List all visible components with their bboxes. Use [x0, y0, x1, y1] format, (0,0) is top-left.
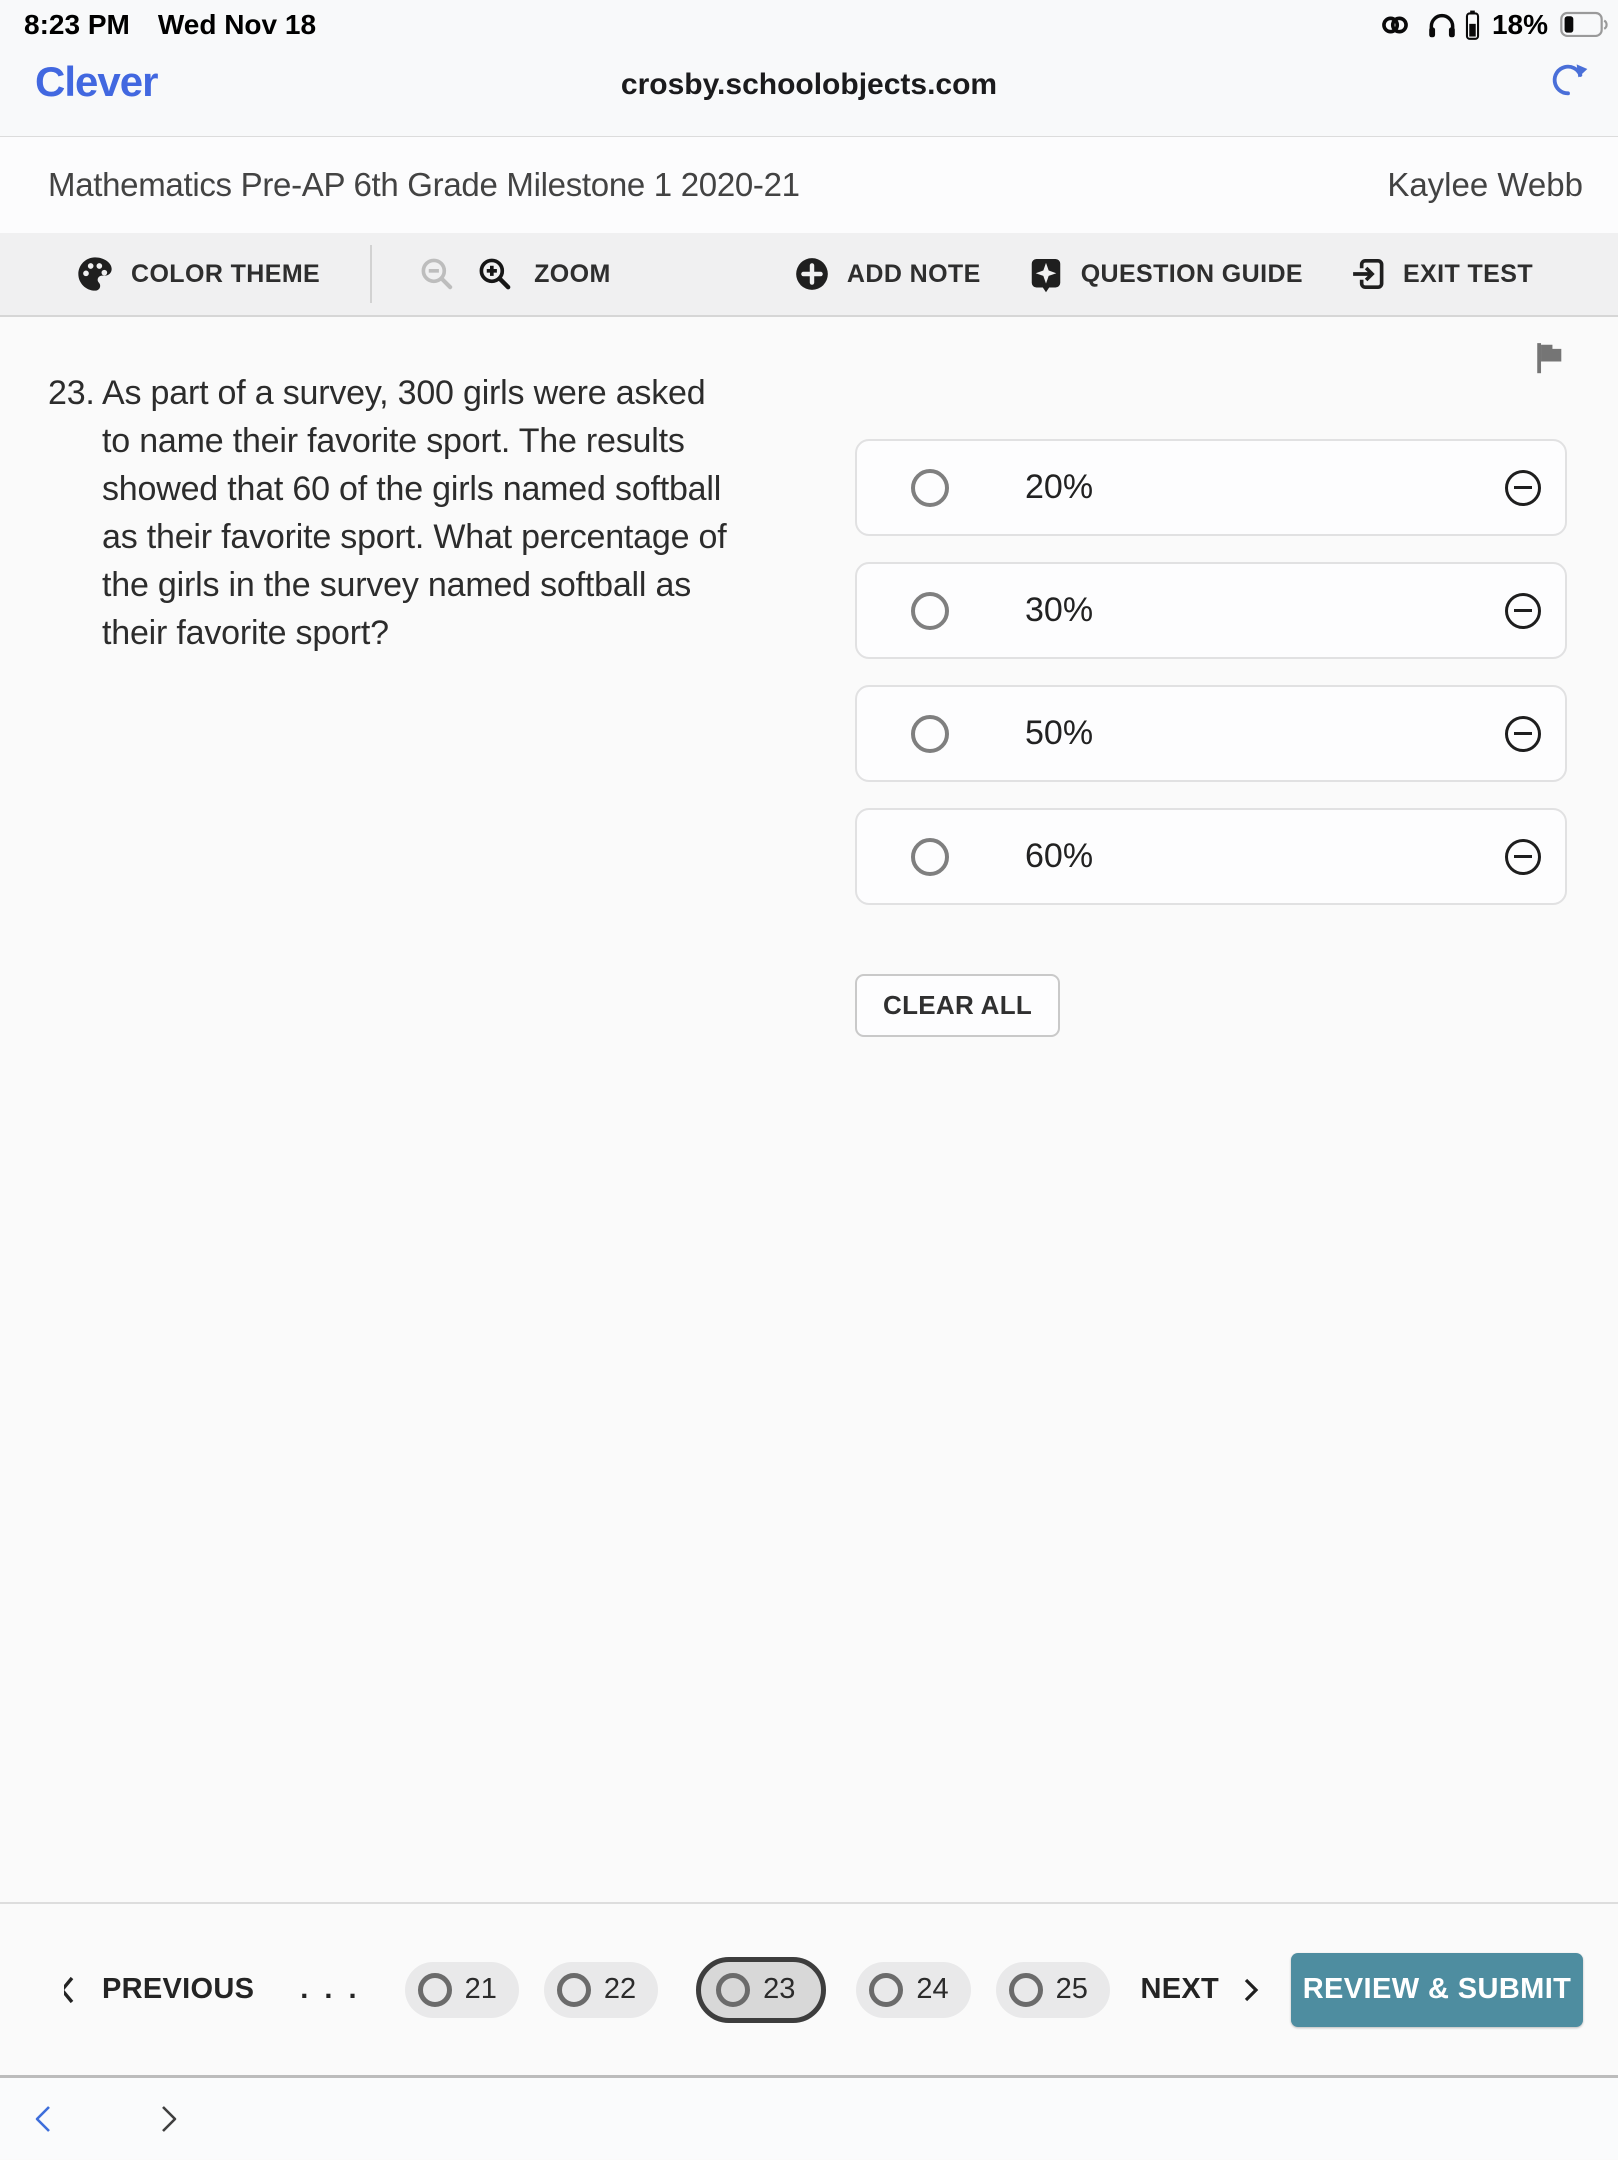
hotspot-icon	[1377, 9, 1413, 41]
test-title: Mathematics Pre-AP 6th Grade Milestone 1 2020-21	[48, 166, 800, 203]
sparkle-badge-icon	[1027, 255, 1065, 293]
pagination-ellipsis: . . .	[300, 1973, 361, 2005]
pill-radio-icon	[1009, 1973, 1043, 2007]
options-list	[855, 439, 1567, 905]
add-note-label: ADD NOTE	[846, 259, 981, 288]
status-bar	[0, 0, 1618, 44]
browser-back-icon[interactable]	[28, 2101, 58, 2137]
color-theme-label: COLOR THEME	[131, 259, 321, 288]
headphones-battery-icon	[1465, 10, 1480, 40]
test-toolbar	[0, 233, 1618, 317]
pill-radio-icon	[557, 1973, 591, 2007]
plus-circle-icon	[793, 255, 831, 293]
zoom-in-icon[interactable]	[476, 255, 514, 293]
battery-icon	[1560, 10, 1608, 40]
question-pill-24[interactable]	[856, 1962, 970, 2018]
option-card-50[interactable]	[855, 685, 1567, 782]
test-header	[0, 137, 1618, 233]
toolbar-divider	[370, 245, 372, 303]
question-number: 23.	[48, 374, 95, 412]
question-text-block	[48, 369, 738, 657]
zoom-out-icon[interactable]	[418, 255, 456, 293]
option-label: 60%	[1025, 837, 1094, 875]
pill-number: 23	[763, 1973, 796, 2005]
exit-icon	[1349, 255, 1387, 293]
previous-button[interactable]: PREVIOUS	[102, 1973, 255, 2005]
zoom-label[interactable]: ZOOM	[534, 259, 611, 288]
radio-button[interactable]	[911, 715, 949, 753]
review-submit-button[interactable]: REVIEW & SUBMIT	[1291, 1953, 1583, 2027]
option-label: 50%	[1025, 714, 1094, 752]
browser-nav-row	[0, 44, 1618, 136]
question-pill-25[interactable]	[996, 1962, 1110, 2018]
next-button[interactable]: NEXT	[1140, 1973, 1219, 2005]
clever-app-button[interactable]: Clever	[35, 58, 158, 105]
option-card-20[interactable]	[855, 439, 1567, 536]
refresh-icon[interactable]	[1546, 58, 1590, 102]
question-text: As part of a survey, 300 girls were asked to name their favorite sport. The results showed that 60 of the girls named softball as their favorite sport. What percentage of the girls in the survey named softball as their favorite sport?	[102, 374, 727, 652]
pill-radio-icon	[418, 1973, 452, 2007]
question-guide-button[interactable]	[1027, 255, 1303, 293]
flag-icon[interactable]	[1529, 339, 1567, 383]
student-name: Kaylee Webb	[1387, 166, 1583, 203]
browser-chrome-top	[0, 0, 1618, 137]
eliminate-option-icon[interactable]	[1505, 839, 1541, 875]
browser-forward-icon[interactable]	[154, 2101, 184, 2137]
address-bar[interactable]: crosby.schoolobjects.com	[620, 68, 998, 101]
clear-all-button[interactable]: CLEAR ALL	[855, 974, 1060, 1037]
pill-number: 21	[464, 1973, 497, 2005]
question-pagination-bar	[0, 1902, 1618, 2075]
status-time: 8:23 PM	[24, 9, 130, 40]
headphones-icon	[1425, 9, 1459, 41]
pill-number: 22	[603, 1973, 637, 2005]
pill-number: 24	[916, 1973, 949, 2005]
add-note-button[interactable]	[793, 255, 981, 293]
question-pill-23-current[interactable]	[696, 1957, 826, 2023]
battery-percent: 18%	[1491, 9, 1548, 40]
radio-button[interactable]	[911, 469, 949, 507]
option-label: 30%	[1025, 591, 1094, 629]
radio-button[interactable]	[911, 592, 949, 630]
pill-radio-icon	[716, 1973, 750, 2007]
status-date: Wed Nov 18	[157, 9, 317, 40]
question-pill-22[interactable]	[544, 1962, 658, 2018]
next-chevron-icon[interactable]	[1239, 1975, 1263, 2005]
pill-radio-icon	[869, 1973, 903, 2007]
exit-test-button[interactable]	[1349, 255, 1533, 293]
previous-chevron-icon[interactable]	[64, 1973, 80, 2007]
question-guide-label: QUESTION GUIDE	[1080, 259, 1303, 288]
pill-number: 25	[1055, 1973, 1088, 2005]
option-card-30[interactable]	[855, 562, 1567, 659]
option-label: 20%	[1025, 468, 1094, 506]
eliminate-option-icon[interactable]	[1505, 593, 1541, 629]
eliminate-option-icon[interactable]	[1505, 470, 1541, 506]
eliminate-option-icon[interactable]	[1505, 716, 1541, 752]
question-pill-21[interactable]	[405, 1962, 519, 2018]
question-area	[0, 317, 1618, 1902]
exit-test-label: EXIT TEST	[1402, 259, 1533, 288]
radio-button[interactable]	[911, 838, 949, 876]
option-card-60[interactable]	[855, 808, 1567, 905]
answers-column	[855, 317, 1567, 1037]
browser-chrome-bottom	[0, 2075, 1618, 2159]
palette-icon	[75, 254, 115, 294]
color-theme-button[interactable]	[75, 254, 320, 294]
zoom-controls	[418, 255, 611, 293]
